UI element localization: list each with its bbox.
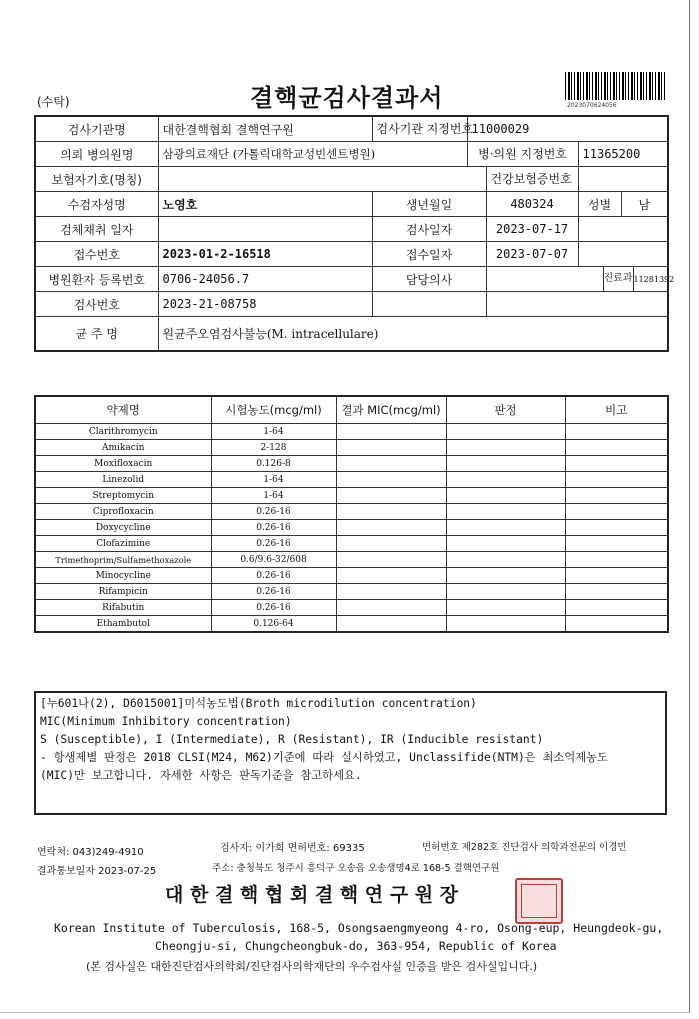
receipt-no-label: 접수번호 (35, 242, 158, 267)
info-table (34, 115, 675, 352)
table-row (35, 616, 668, 633)
english-address-1: Korean Institute of Tuberculosis, 168-5, Osongsaengmyeong 4-ro, Osong-eup, Heungdeok-gu, (54, 921, 664, 935)
examiner-text: 검사자: 이가희 면허번호: 69335 (220, 843, 365, 854)
table-row (35, 488, 668, 504)
drug-name: Ciprofloxacin (35, 504, 211, 520)
species-label: 균 주 명 (35, 317, 158, 352)
insurer-value (158, 167, 486, 192)
test-conc: 0.26-16 (211, 568, 336, 584)
note-line: S (Susceptible), I (Intermediate), R (Resistant), IR (Inducible resistant) (40, 733, 544, 746)
drug-name: Clofazimine (35, 536, 211, 552)
test-conc: 0.126-64 (211, 616, 336, 633)
document-title: 결핵균검사결과서 (250, 83, 444, 112)
test-conc: 0.26-16 (211, 536, 336, 552)
test-conc: 1-64 (211, 488, 336, 504)
drug-name: Doxycycline (35, 520, 211, 536)
inst-label: 검사기관명 (35, 116, 158, 142)
doctor-label: 담당의사 (372, 267, 486, 292)
test-no-label: 검사번호 (35, 292, 158, 317)
doctor-text: 면허번호 제282호 진단검사 의학과전문의 이경민 (422, 842, 627, 853)
dob-value: 480324 (486, 192, 578, 217)
mic-header-result: 결과 MIC(mcg/ml) (336, 396, 446, 424)
sample-value (158, 217, 372, 242)
org-name: 대 한 결 핵 협 회 결 핵 연 구 원 장 (165, 884, 459, 906)
reg-value: 0706-24056.7 (158, 267, 372, 292)
table-row (35, 536, 668, 552)
hosp-code-label: 병·의원 지정번호 (467, 142, 578, 167)
health-label: 건강보험증번호 (486, 167, 578, 192)
test-conc: 0.26-16 (211, 520, 336, 536)
reg-label: 병원환자 등록번호 (35, 267, 158, 292)
address-text: 주소: 충청북도 청주시 흥덕구 오송읍 오송생명4로 168-5 결핵연구원 (212, 863, 500, 874)
drug-name: Trimethoprim/Sulfamethoxazole (35, 552, 211, 568)
table-row (35, 520, 668, 536)
table-row (35, 584, 668, 600)
report-date-text: 결과통보일자 2023-07-25 (37, 866, 157, 877)
note-line: (MIC)만 보고합니다. 자세한 사항은 판독기준을 참고하세요. (40, 769, 362, 782)
mic-table (34, 395, 669, 633)
official-seal (515, 878, 563, 924)
drug-name: Amikacin (35, 440, 211, 456)
inst-value: 대한결핵협회 결핵연구원 (158, 116, 372, 142)
barcode (565, 72, 665, 100)
drug-name: Streptomycin (35, 488, 211, 504)
patient-label: 수검자성명 (35, 192, 158, 217)
receipt-no-value: 2023-01-2-16518 (158, 242, 372, 267)
dept-label: 진료과 (604, 267, 634, 291)
inst-code-value: 11000029 (467, 116, 668, 142)
note-line: [누601나(2), D6015001]미석농도법(Broth microdilution concentration) (40, 697, 477, 710)
test-conc: 1-64 (211, 424, 336, 440)
mic-header-note: 비고 (565, 396, 668, 424)
patient-value: 노영호 (158, 192, 372, 217)
table-row (35, 600, 668, 616)
contact-text: 연락처: 043)249-4910 (37, 847, 144, 858)
mic-header-judge: 판정 (446, 396, 565, 424)
hosp-label: 의뢰 병의원명 (35, 142, 158, 167)
stamp-label: (수탁) (37, 95, 70, 109)
dept-value: 11281392 (633, 274, 675, 284)
drug-name: Clarithromycin (35, 424, 211, 440)
insurer-label: 보험자기호(명칭) (35, 167, 158, 192)
test-conc: 1-64 (211, 472, 336, 488)
sex-label: 성별 (578, 192, 621, 217)
test-conc: 0.26-16 (211, 584, 336, 600)
table-row (35, 472, 668, 488)
test-date-value: 2023-07-17 (486, 217, 578, 242)
drug-name: Rifabutin (35, 600, 211, 616)
english-address-2: Cheongju-si, Chungcheongbuk-do, 363-954, Republic of Korea (155, 939, 557, 953)
drug-name: Rifampicin (35, 584, 211, 600)
table-row (35, 440, 668, 456)
drug-name: Moxifloxacin (35, 456, 211, 472)
dob-label: 생년월일 (372, 192, 486, 217)
drug-name: Ethambutol (35, 616, 211, 633)
notes-box (34, 691, 667, 815)
health-value (578, 167, 668, 192)
test-conc: 2-128 (211, 440, 336, 456)
test-conc: 0.26-16 (211, 600, 336, 616)
drug-name: Linezolid (35, 472, 211, 488)
test-conc: 0.126-8 (211, 456, 336, 472)
hosp-code-value: 11365200 (578, 142, 668, 167)
receipt-date-value: 2023-07-07 (486, 242, 578, 267)
hosp-value: 삼광의료재단 (가톨릭대학교성빈센트병원) (158, 142, 467, 167)
note-line: - 항생제별 판정은 2018 CLSI(M24, M62)기준에 따라 실시하였고, Unclassifide(NTM)은 최소억제농도 (40, 751, 608, 764)
note-line: MIC(Minimum Inhibitory concentration) (40, 715, 292, 728)
table-row (35, 424, 668, 440)
sample-label: 검체채취 일자 (35, 217, 158, 242)
species-value: 원균주오염검사불능(M. intracellulare) (158, 317, 668, 352)
table-row (35, 456, 668, 472)
test-conc: 0.6/9.6-32/608 (211, 552, 336, 568)
mic-header-conc: 시험농도(mcg/ml) (211, 396, 336, 424)
inst-code-label: 검사기관 지정번호 (372, 116, 467, 142)
doctor-value (486, 267, 603, 292)
drug-name: Minocycline (35, 568, 211, 584)
table-row (35, 552, 668, 568)
table-row (35, 504, 668, 520)
table-row (35, 568, 668, 584)
certification-text: (본 검사실은 대한진단검사의학회/진단검사의학재단의 우수검사실 인증을 받은 검사실입니다.) (86, 960, 538, 973)
sex-value: 남 (621, 192, 668, 217)
barcode-text: 2023070624056 (567, 102, 617, 109)
receipt-date-label: 접수일자 (372, 242, 486, 267)
test-conc: 0.26-16 (211, 504, 336, 520)
mic-header-drug: 약제명 (35, 396, 211, 424)
test-date-label: 검사일자 (372, 217, 486, 242)
test-no-value: 2023-21-08758 (158, 292, 372, 317)
